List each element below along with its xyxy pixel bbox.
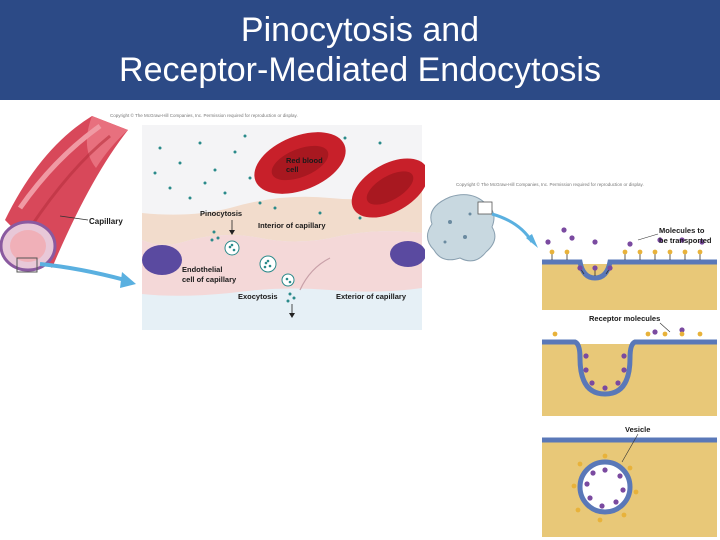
label-endothelial-2: cell of capillary [182,275,237,284]
cell-illustration [427,195,494,261]
left-copyright: Copyright © The McGraw-Hill Companies, Inc. Permission required for reproduction or display. [110,113,298,118]
label-exterior-of-capillary: Exterior of capillary [336,292,407,301]
right-copyright: Copyright © The McGraw-Hill Companies, Inc. Permission required for reproduction or display. [456,182,644,187]
cell-zoom-arrow [492,214,532,242]
capillary-tube-illustration [1,116,128,272]
label-molecules-2: be transported [659,236,712,245]
zoom-arrowhead [120,272,136,288]
label-vesicle: Vesicle [625,425,651,434]
receptor-endocytosis-figure [420,172,720,540]
nucleus-left [142,245,182,275]
label-red-blood-cell-2: cell [286,165,299,174]
cell-zoom-box [478,202,492,214]
label-endothelial-1: Endothelial [182,265,223,274]
label-molecules-1: Molecules to [659,226,705,235]
capillary-pinocytosis-figure [0,108,425,333]
label-receptor-molecules: Receptor molecules [589,314,661,323]
panel-vesicle [542,440,717,537]
label-capillary: Capillary [89,217,123,226]
slide-title-line-2: Receptor-Mediated Endocytosis [119,51,601,89]
title-bar [0,0,720,100]
zoom-arrow [40,264,125,280]
panel-invagination [542,327,717,416]
slide-title-line-1: Pinocytosis and [240,11,480,49]
label-pinocytosis: Pinocytosis [200,209,243,218]
label-red-blood-cell-1: Red blood [286,156,323,165]
label-exocytosis: Exocytosis [238,292,278,301]
label-interior-of-capillary: Interior of capillary [258,221,326,230]
